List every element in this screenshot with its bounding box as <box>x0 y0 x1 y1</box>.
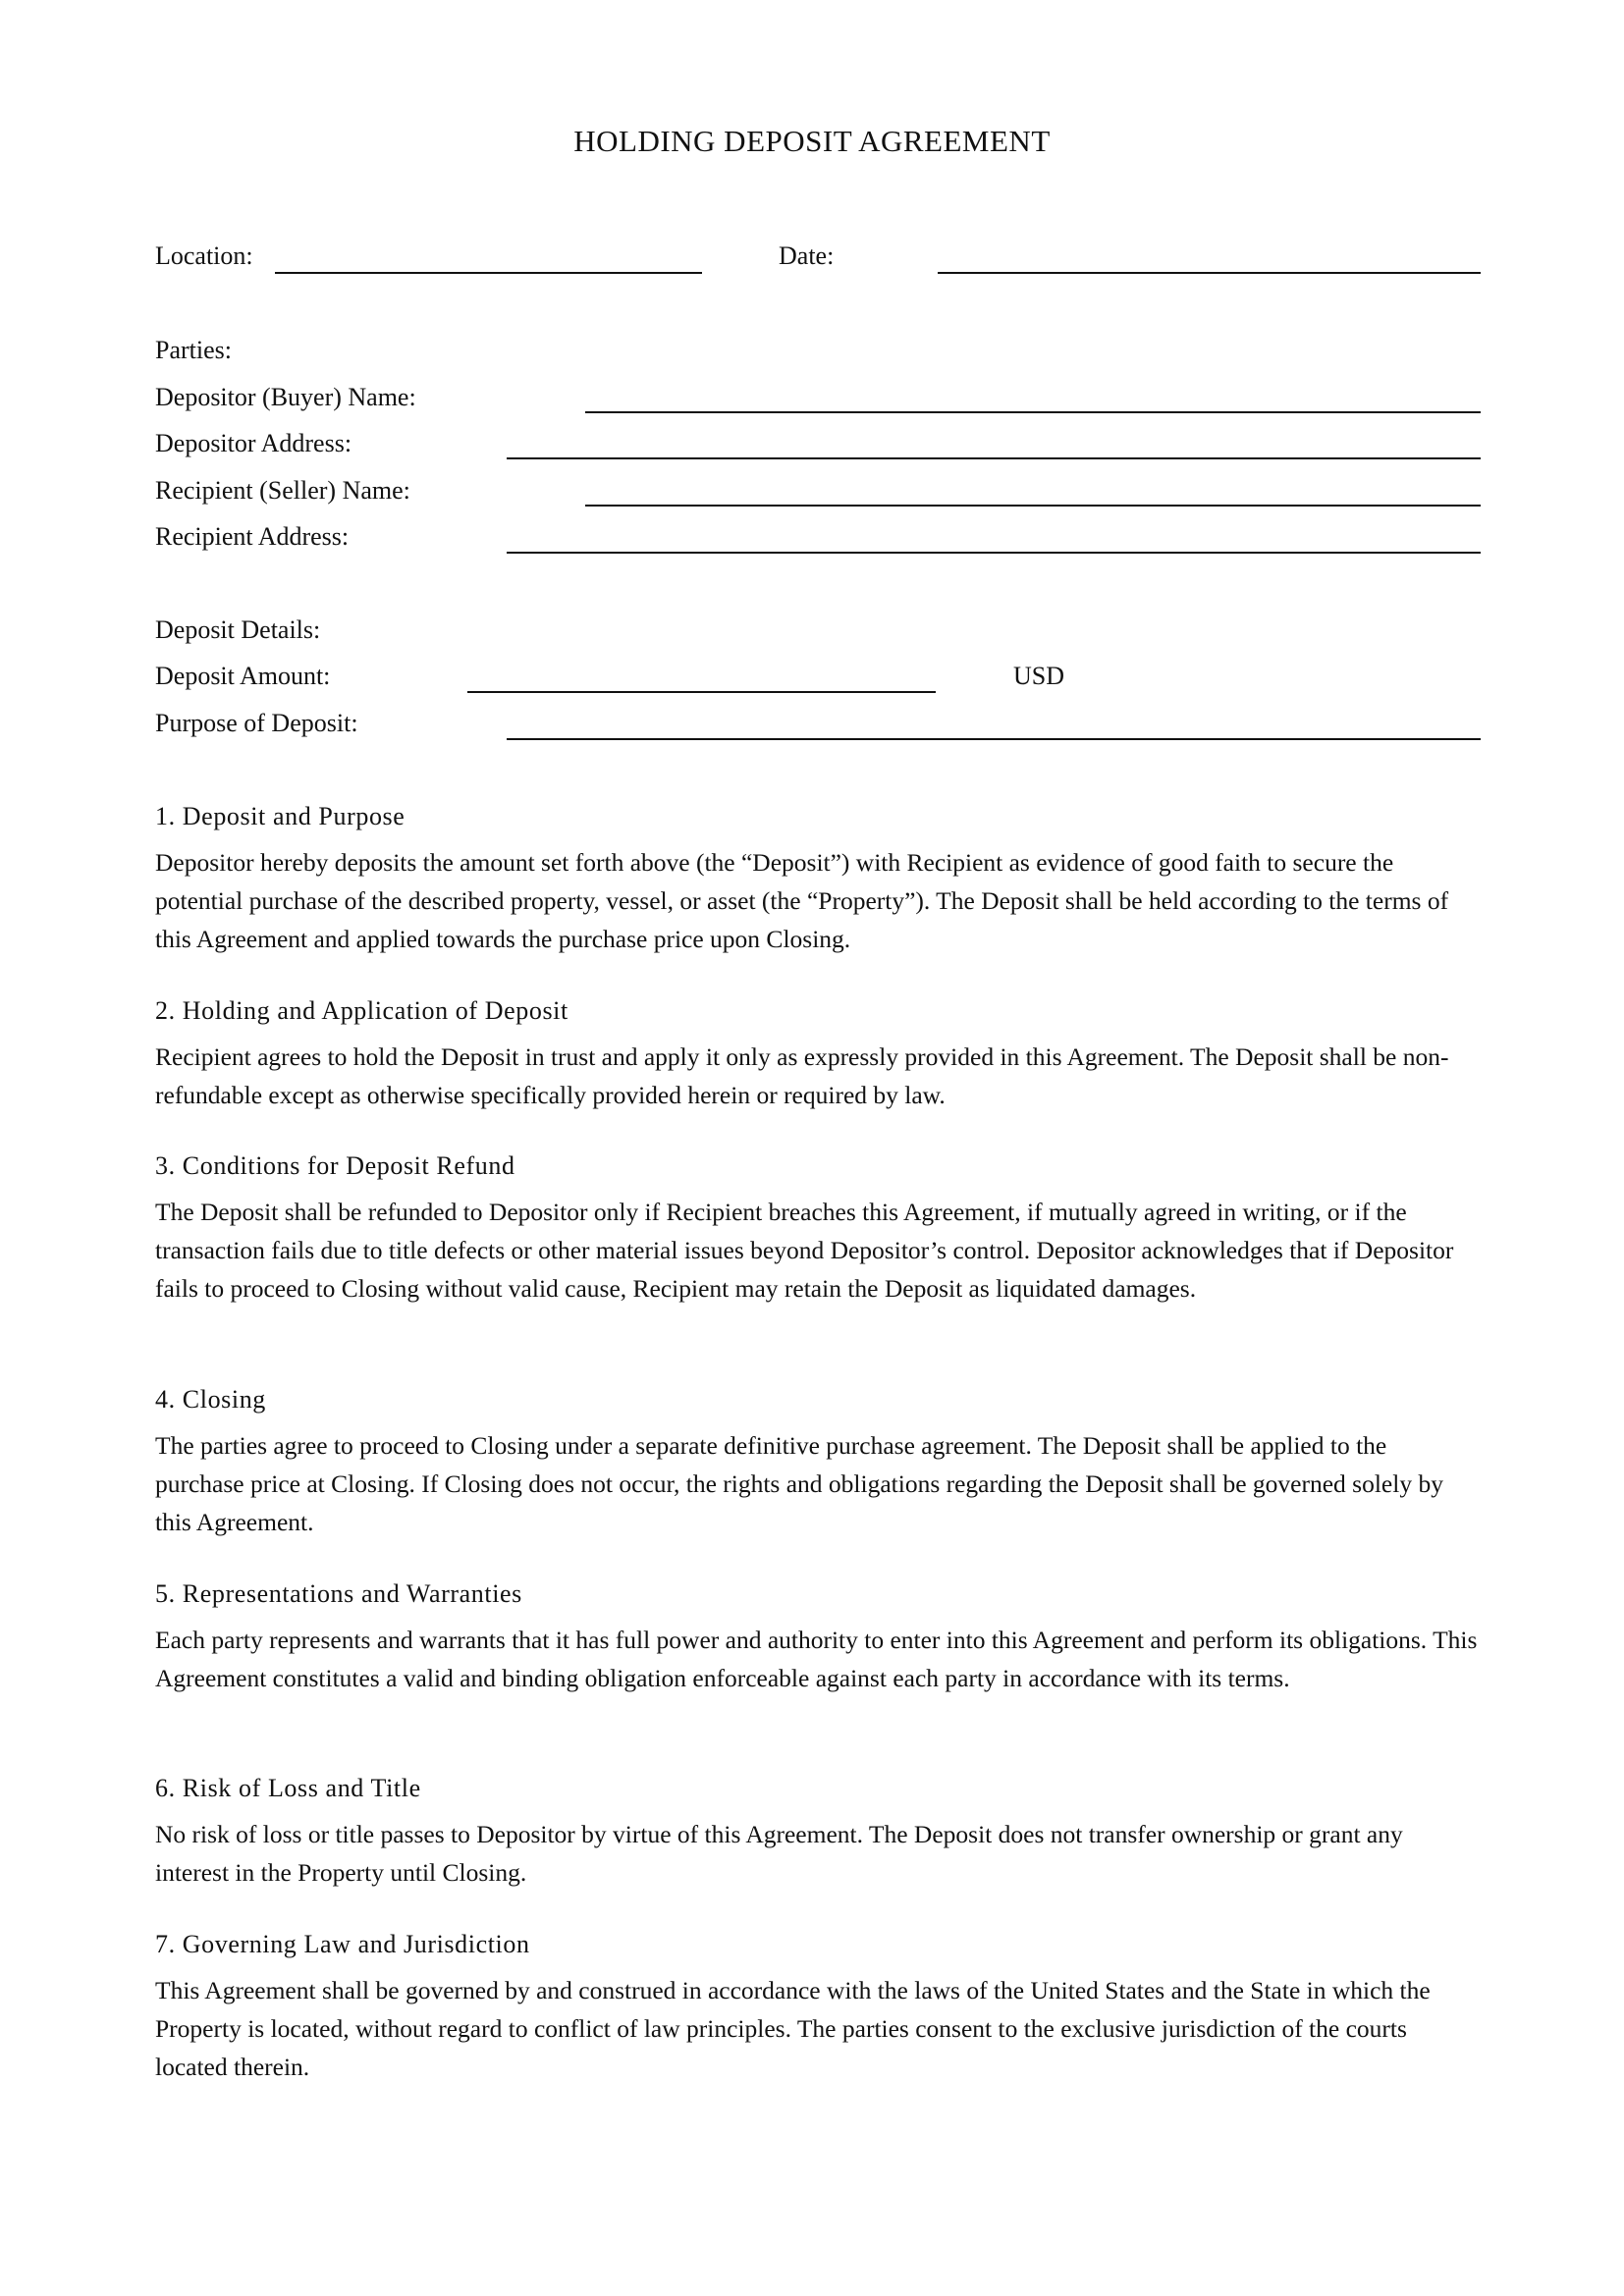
section-risk-of-loss-and-title <box>155 1773 1481 1892</box>
section-body: This Agreement shall be governed by and construed in accordance with the laws of the United States and the State in which the Property is located, without regard to conflict of law principles. The parties consent to the exclusive jurisdiction of the courts located therein. <box>155 1976 1431 2081</box>
section-representations-and-warranties <box>155 1578 1481 1697</box>
section-body: No risk of loss or title passes to Depositor by virtue of this Agreement. The Deposit does not transfer ownership or grant any interest in the Property until Closing. <box>155 1820 1403 1887</box>
section-closing <box>155 1384 1481 1541</box>
section-deposit-and-purpose <box>155 801 1481 958</box>
section-body: Depositor hereby deposits the amount set forth above (the “Deposit”) with Recipient as evidence of good faith to secure the potential purchase of the described property, vessel, or asset (the “Property”). The Deposit shall be held according to the terms of this Agreement and applied towards the purchase price upon Closing. <box>155 848 1449 953</box>
section-governing-law <box>155 1929 1481 2086</box>
section-heading: 5. Representations and Warranties <box>155 1579 522 1608</box>
section-heading: 1. Deposit and Purpose <box>155 802 406 830</box>
section-conditions-for-refund <box>155 1150 1481 1308</box>
recipient-address-field[interactable] <box>507 552 1481 554</box>
recipient-name-label: Recipient (Seller) Name: <box>155 476 410 505</box>
deposit-amount-label: Deposit Amount: <box>155 662 331 690</box>
section-body: Each party represents and warrants that it has full power and authority to enter into this Agreement and perform its obligations. This Agreement constitutes a valid and binding obligation enforceable against each party in accordance with its terms. <box>155 1626 1478 1692</box>
section-heading: 7. Governing Law and Jurisdiction <box>155 1930 530 1958</box>
purpose-label: Purpose of Deposit: <box>155 709 358 737</box>
section-heading: 2. Holding and Application of Deposit <box>155 996 568 1025</box>
parties-heading: Parties: <box>155 336 232 364</box>
section-heading: 4. Closing <box>155 1385 266 1414</box>
section-heading: 3. Conditions for Deposit Refund <box>155 1151 515 1180</box>
section-body: The parties agree to proceed to Closing under a separate definitive purchase agreement. The Deposit shall be applied to the purchase price at Closing. If Closing does not occur, the rights and obligations regarding the Deposit shall be governed solely by this Agreement. <box>155 1431 1443 1536</box>
depositor-name-field[interactable] <box>585 411 1481 413</box>
deposit-details-heading: Deposit Details: <box>155 615 321 644</box>
section-body: Recipient agrees to hold the Deposit in trust and apply it only as expressly provided in this Agreement. The Deposit shall be non-refundable except as otherwise specifically provided herein or required by law. <box>155 1042 1449 1109</box>
currency-label: USD <box>1013 662 1065 690</box>
deposit-amount-field[interactable] <box>467 691 936 693</box>
purpose-field[interactable] <box>507 738 1481 740</box>
depositor-name-label: Depositor (Buyer) Name: <box>155 383 416 411</box>
recipient-address-label: Recipient Address: <box>155 522 350 551</box>
depositor-address-label: Depositor Address: <box>155 429 352 457</box>
date-label: Date: <box>779 241 835 270</box>
location-label: Location: <box>155 241 253 270</box>
document-title: HOLDING DEPOSIT AGREEMENT <box>573 124 1051 158</box>
section-holding-and-application <box>155 995 1481 1114</box>
section-heading: 6. Risk of Loss and Title <box>155 1774 421 1802</box>
date-field[interactable] <box>938 272 1481 274</box>
recipient-name-field[interactable] <box>585 505 1481 507</box>
location-field[interactable] <box>275 272 702 274</box>
section-body: The Deposit shall be refunded to Depositor only if Recipient breaches this Agreement, if mutually agreed in writing, or if the transaction fails due to title defects or other material issues beyond Depositor’s control. Depositor acknowledges that if Depositor fails to proceed to Closing without valid cause, Recipient may retain the Deposit as liquidated damages. <box>155 1198 1454 1303</box>
depositor-address-field[interactable] <box>507 457 1481 459</box>
